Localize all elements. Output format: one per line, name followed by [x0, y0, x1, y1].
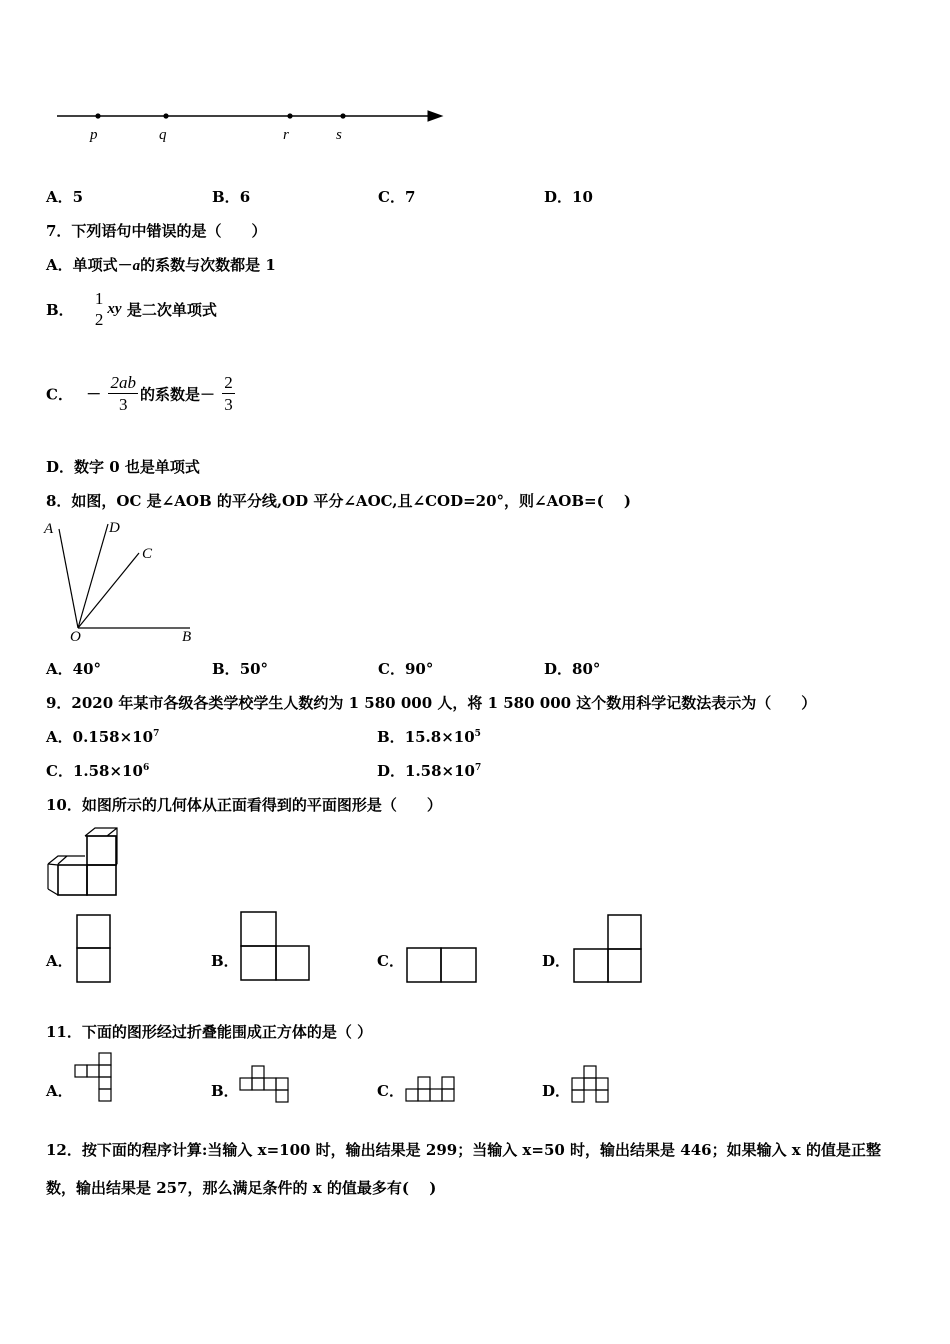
q12-stem-line2: 数，输出结果是 257，那么满足条件的 x 的值最多有( ) — [46, 1179, 437, 1197]
q10-option-d-figure[interactable] — [573, 914, 647, 986]
q11-option-b-label[interactable]: B． — [211, 1082, 239, 1100]
q9-options-row2 — [46, 760, 708, 781]
q6-option-a[interactable]: A．5 — [46, 188, 84, 206]
q6-options — [46, 186, 710, 207]
q11-option-a-label[interactable]: A． — [46, 1082, 73, 1100]
q10-option-b-label[interactable]: B． — [211, 952, 239, 970]
q9-options-row1 — [46, 726, 708, 747]
q10-stem: 10．如图所示的几何体从正面看得到的平面图形是（ ） — [46, 796, 442, 814]
q7-option-a[interactable]: A．单项式－a的系数与次数都是 1 — [46, 256, 276, 274]
q6-option-c[interactable]: C．7 — [378, 188, 416, 206]
q11-option-b-net[interactable] — [239, 1065, 295, 1105]
vertex-label-o: O — [70, 629, 81, 645]
q8-options — [46, 658, 710, 679]
q11-option-d-label[interactable]: D． — [542, 1082, 571, 1100]
q7-option-d[interactable]: D．数字 0 也是单项式 — [46, 458, 200, 476]
q6-option-b[interactable]: B．6 — [212, 188, 251, 206]
vertex-label-a: A — [44, 521, 54, 537]
q11-option-a-net[interactable] — [74, 1052, 114, 1104]
q7-stem: 7．下列语句中错误的是（ ） — [46, 222, 267, 240]
q8-stem: 8．如图，OC 是∠AOB 的平分线,OD 平分∠AOC,且∠COD=20°，则∠AOB=( ) — [46, 492, 631, 510]
fraction-2ab-over-3: $\frac{2ab}{3}$ — [110, 373, 136, 415]
vertex-label-d: D — [109, 520, 120, 536]
cube-solid-figure — [45, 826, 125, 898]
q9-option-c[interactable]: C．$1.58\times 10^6$ — [46, 762, 150, 780]
number-line-figure — [50, 100, 450, 150]
fraction-2-over-3: $\frac{2}{3}$ — [224, 373, 233, 415]
q9-option-a[interactable]: A．$0.158\times 10^7$ — [46, 728, 160, 746]
q10-option-a-label[interactable]: A． — [46, 952, 73, 970]
q8-option-d[interactable]: D．80° — [544, 660, 601, 678]
q11-option-d-net[interactable] — [571, 1065, 615, 1107]
q10-option-c-label[interactable]: C． — [377, 952, 404, 970]
q9-option-b[interactable]: B．$15.8\times 10^5$ — [377, 728, 481, 746]
vertex-label-c: C — [142, 546, 153, 562]
q11-option-c-label[interactable]: C． — [377, 1082, 404, 1100]
q12-stem-line1: 12．按下面的程序计算:当输入 x=100 时，输出结果是 299；当输入 x=50 时，输出结果是 446；如果输入 x 的值是正整 — [46, 1141, 881, 1159]
q10-option-c-figure[interactable] — [406, 947, 480, 987]
q10-option-b-figure[interactable] — [240, 911, 314, 985]
q8-option-c[interactable]: C．90° — [378, 660, 434, 678]
q11-option-c-net[interactable] — [405, 1076, 461, 1106]
q6-option-d[interactable]: D．10 — [544, 188, 593, 206]
q8-option-b[interactable]: B．50° — [212, 660, 269, 678]
q10-option-d-label[interactable]: D． — [542, 952, 571, 970]
q11-stem: 11．下面的图形经过折叠能围成正方体的是（ ） — [46, 1023, 373, 1041]
q7-option-b[interactable]: B． 1 2 xy 是二次单项式 — [46, 289, 217, 330]
point-label-p: p — [90, 127, 98, 143]
point-label-s: s — [336, 127, 342, 143]
q10-option-a-figure[interactable] — [76, 914, 116, 986]
q7-option-c[interactable]: C． － $\frac{2ab}{3}$ 的系数是－ $\frac{2}{3}$ — [46, 373, 233, 415]
fraction-half: 1 2 — [94, 289, 104, 330]
point-label-r: r — [283, 127, 289, 143]
q9-option-d[interactable]: D．$1.58\times 10^7$ — [377, 762, 482, 780]
q9-stem: 9．2020 年某市各级各类学校学生人数约为 1 580 000 人，将 1 580 000 这个数用科学记数法表示为（ ） — [46, 694, 817, 712]
vertex-label-b: B — [182, 629, 192, 645]
q8-option-a[interactable]: A．40° — [46, 660, 102, 678]
point-label-q: q — [159, 127, 167, 143]
angle-figure — [40, 515, 210, 650]
